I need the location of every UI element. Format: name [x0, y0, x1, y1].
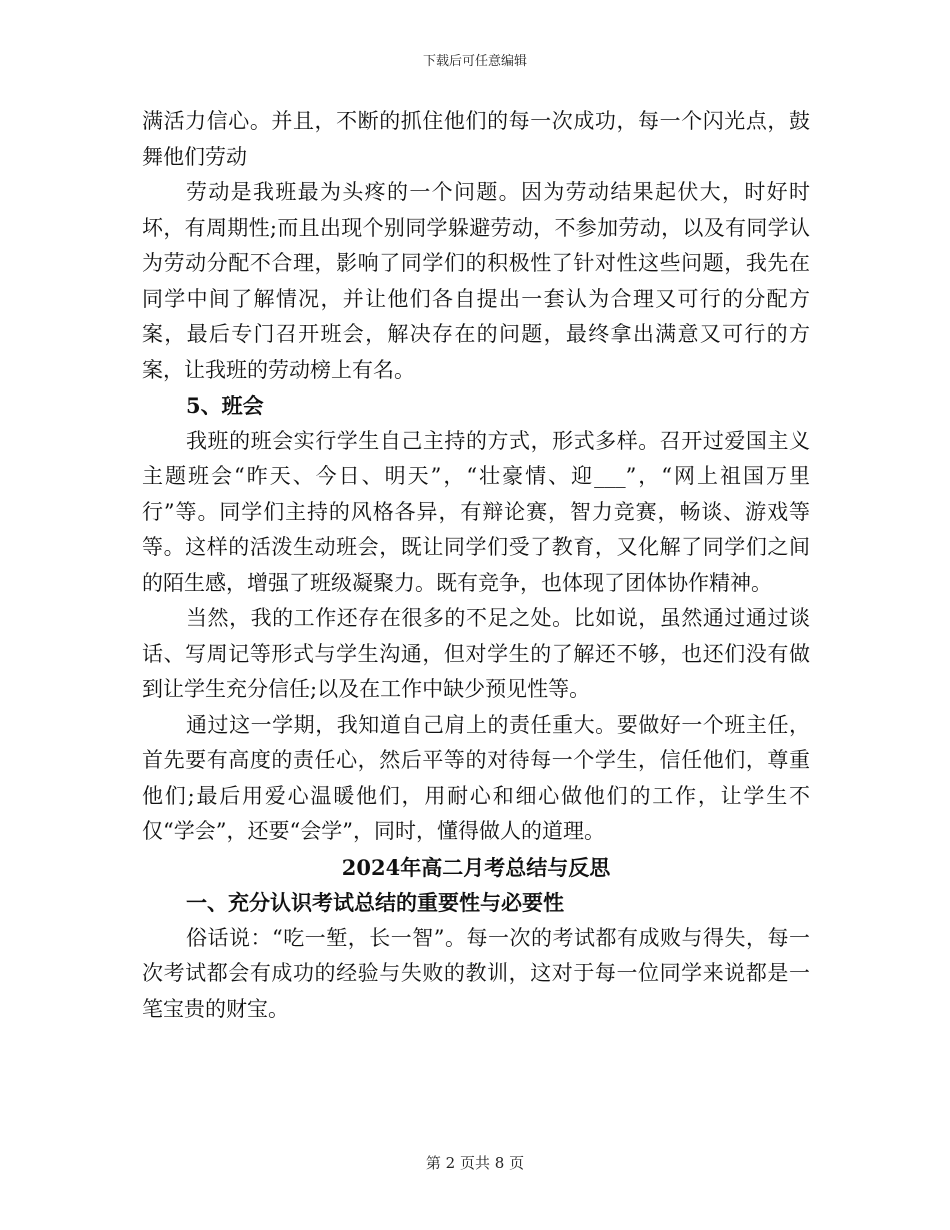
paragraph-shortcomings: 当然，我的工作还存在很多的不足之处。比如说，虽然通过通过谈话、写周记等形式与学生沟通，但对学生的了解还不够，也还们没有做到让学生充分信任;以及在工作中缺少预见性等。: [142, 606, 810, 701]
section-heading-importance: 一、充分认识考试总结的重要性与必要性: [186, 890, 564, 915]
document-body: [142, 104, 810, 1027]
paragraph-continuation: 满活力信心。并且，不断的抓住他们的每一次成功，每一个闪光点，鼓舞他们劳动: [142, 109, 810, 169]
page-number: 第 2 页共 8 页: [425, 1154, 525, 1172]
paragraph-class-meeting: 我班的班会实行学生自己主持的方式，形式多样。召开过爱国主义主题班会“昨天、今日、明天”，“壮豪情、迎___”，“网上祖国万里行”等。同学们主持的风格各异，有辩论赛，智力竞赛，畅谈、游戏等等。这样的活泼生动班会，既让同学们受了教育，又化解了同学们之间的陌生感，增强了班级凝聚力。既有竞争，也体现了团体协作精神。: [142, 428, 810, 595]
document-title: 2024年高二月考总结与反思: [341, 854, 611, 880]
page-header: 下载后可任意编辑: [422, 54, 527, 69]
paragraph-labor: 劳动是我班最为头疼的一个问题。因为劳动结果起伏大，时好时坏，有周期性;而且出现个别同学躲避劳动，不参加劳动，以及有同学认为劳动分配不合理，影响了同学们的积极性了针对性这些问题，我先在同学中间了解情况，并让他们各自提出一套认为合理又可行的分配方案，最后专门召开班会，解决存在的问题，最终拿出满意又可行的方案，让我班的劳动榜上有名。: [142, 180, 810, 382]
paragraph-conclusion: 通过这一学期，我知道自己肩上的责任重大。要做好一个班主任，首先要有高度的责任心，然后平等的对待每一个学生，信任他们，尊重他们;最后用爱心温暖他们，用耐心和细心做他们的工作，让学生不仅“学会”，还要“会学”，同时，懂得做人的道理。: [142, 712, 810, 843]
paragraph-proverb: 俗话说：“吃一堑，长一智”。每一次的考试都有成败与得失，每一次考试都会有成功的经验与失败的教训，这对于每一位同学来说都是一笔宝贵的财宝。: [142, 925, 810, 1021]
section-heading-class-meeting: 5、班会: [186, 393, 264, 418]
